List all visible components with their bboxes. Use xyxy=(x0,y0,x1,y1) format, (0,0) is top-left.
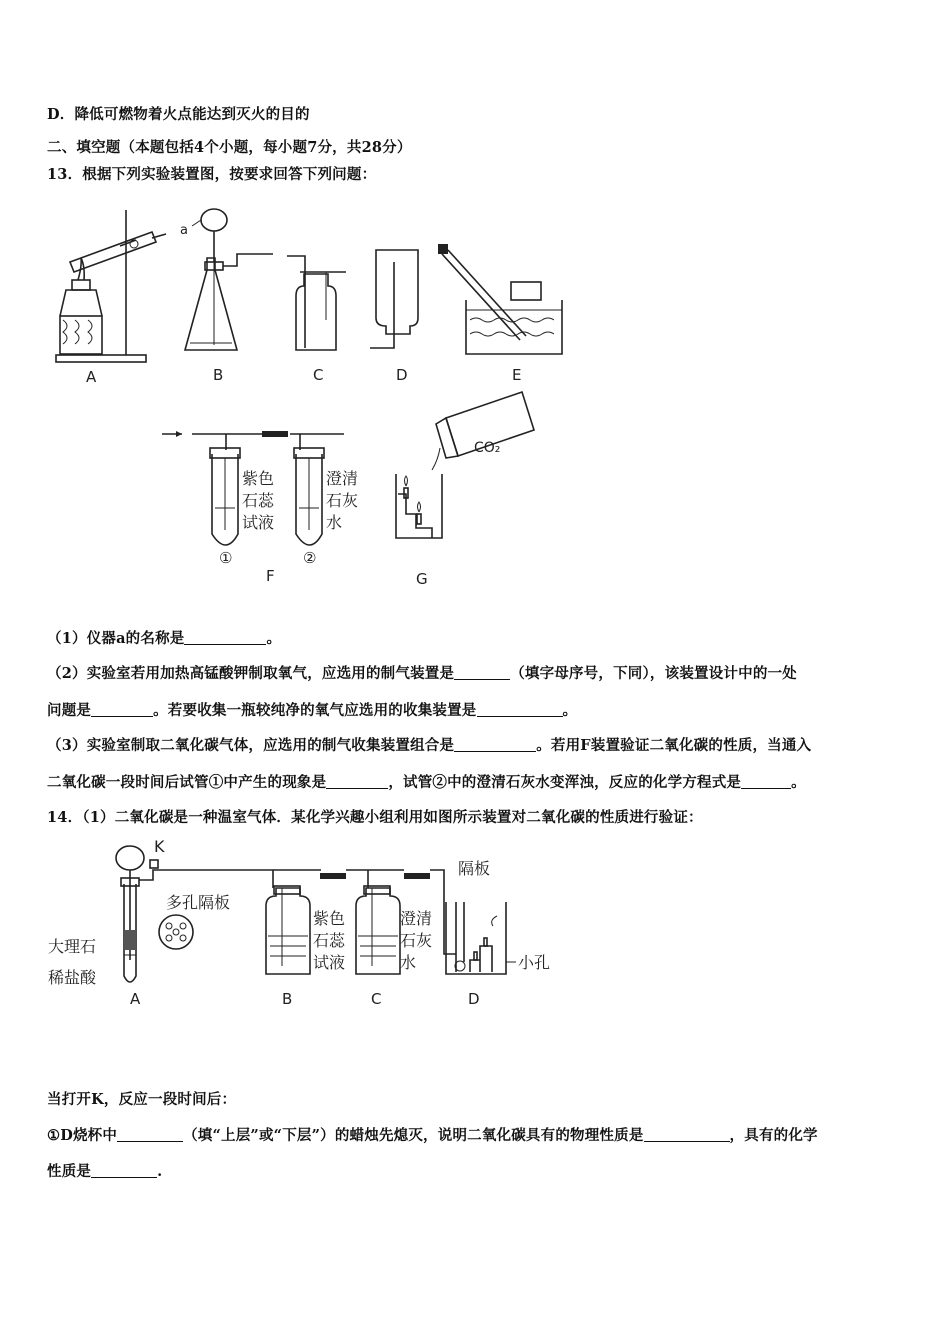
label-instrument-a: a xyxy=(180,223,188,238)
k-label: K xyxy=(154,837,165,856)
partition-label: 隔板 xyxy=(458,859,491,878)
fig14-apparatus-d xyxy=(446,902,516,974)
q13-part3c-text: 二氧化碳一段时间后试管①中产生的现象是 xyxy=(47,774,327,791)
fig14-apparatus-c xyxy=(356,886,400,974)
apparatus-d xyxy=(370,250,418,348)
hole-label: 小孔 xyxy=(518,953,551,972)
fig14-label-a: A xyxy=(130,990,141,1008)
f-tube1-line1: 紫色 xyxy=(242,469,275,488)
bottle-c-line2: 石灰 xyxy=(400,931,433,950)
q13-part2c-text-b: 。若要收集一瓶较纯净的氧气应选用的收集装置是 xyxy=(153,702,477,719)
question-13: 13．根据下列实验装置图，按要求回答下列问题： xyxy=(47,166,377,183)
co2-label: CO₂ xyxy=(474,440,501,456)
q13-part2-text: （2）实验室若用加热高锰酸钾制取氧气，应选用的制气装置是 xyxy=(47,665,455,682)
apparatus-c xyxy=(287,256,346,350)
fig13-labels xyxy=(86,223,521,386)
q14-part1-text: ①D烧杯中 xyxy=(47,1127,118,1144)
f-tube1-line2: 石蕊 xyxy=(242,491,275,510)
f-tube2-line2: 石灰 xyxy=(326,491,359,510)
question-14: 14．（1）二氧化碳是一种温室气体．某化学兴趣小组利用如图所示装置对二氧化碳的性质进行验证： xyxy=(47,809,703,826)
apparatus-a xyxy=(56,210,166,362)
fig14-label-d: D xyxy=(468,990,480,1008)
q13-part1-end: 。 xyxy=(266,630,282,647)
q14-part1c-text: 性质是 xyxy=(47,1163,92,1180)
apparatus-b xyxy=(185,209,273,350)
apparatus-g-labels xyxy=(416,440,500,588)
fig14-label-b: B xyxy=(282,990,293,1008)
label-c: C xyxy=(313,366,324,384)
q13-part3c-end: 。 xyxy=(791,774,806,791)
bottle-c-line3: 水 xyxy=(400,953,417,972)
f-tube2-line1: 澄清 xyxy=(326,469,359,488)
fig14-label-c: C xyxy=(371,990,382,1008)
q13-part1-text: （1）仪器a的名称是 xyxy=(47,630,185,647)
plate-label: 多孔隔板 xyxy=(166,893,231,912)
q13-part3-text: （3）实验室制取二氧化碳气体，应选用的制气收集装置组合是 xyxy=(47,737,455,754)
f-tube1-number: ① xyxy=(219,549,233,567)
f-tube1-line3: 试液 xyxy=(242,513,275,532)
bottle-c-line1: 澄清 xyxy=(400,909,433,928)
option-d: D．降低可燃物着火点能达到灭火的目的 xyxy=(47,106,310,123)
q14-part1-text-b: （填“上层”或“下层”）的蜡烛先熄灭，说明二氧化碳具有的物理性质是 xyxy=(183,1127,644,1144)
apparatus-f-labels xyxy=(219,469,358,585)
q14-part1-text-c: ，具有的化学 xyxy=(729,1127,818,1144)
q13-part2-text-b: （填字母序号，下同），该装置设计中的一处 xyxy=(510,665,797,682)
f-tube2-number: ② xyxy=(303,549,317,567)
q13-part3c-text-b: ，试管②中的澄清石灰水变浑浊，反应的化学方程式是 xyxy=(388,774,742,791)
label-b: B xyxy=(213,366,224,384)
apparatus-g xyxy=(396,392,534,538)
fig14-apparatus-a xyxy=(116,846,273,982)
label-g: G xyxy=(416,570,428,588)
label-d: D xyxy=(396,366,408,384)
label-e: E xyxy=(512,366,522,384)
bottle-b-line1: 紫色 xyxy=(313,909,346,928)
q14-condition: 当打开K，反应一段时间后： xyxy=(47,1091,237,1108)
f-tube2-line3: 水 xyxy=(326,513,343,532)
label-a: A xyxy=(86,368,97,386)
section-heading: 二、填空题（本题包括4个小题，每小题7分，共28分） xyxy=(47,139,412,156)
apparatus-e xyxy=(438,244,562,354)
bottle-b-line2: 石蕊 xyxy=(313,931,346,950)
acid-label: 稀盐酸 xyxy=(48,968,97,987)
q13-part2c-text: 问题是 xyxy=(47,702,92,719)
q14-part1c-end: . xyxy=(157,1163,163,1180)
q13-part2c-end: 。 xyxy=(562,702,578,719)
label-f: F xyxy=(266,567,275,585)
marble-label: 大理石 xyxy=(48,937,97,956)
q13-part3-text-b: 。若用F装置验证二氧化碳的性质，当通入 xyxy=(536,737,812,754)
bottle-b-line3: 试液 xyxy=(313,953,346,972)
